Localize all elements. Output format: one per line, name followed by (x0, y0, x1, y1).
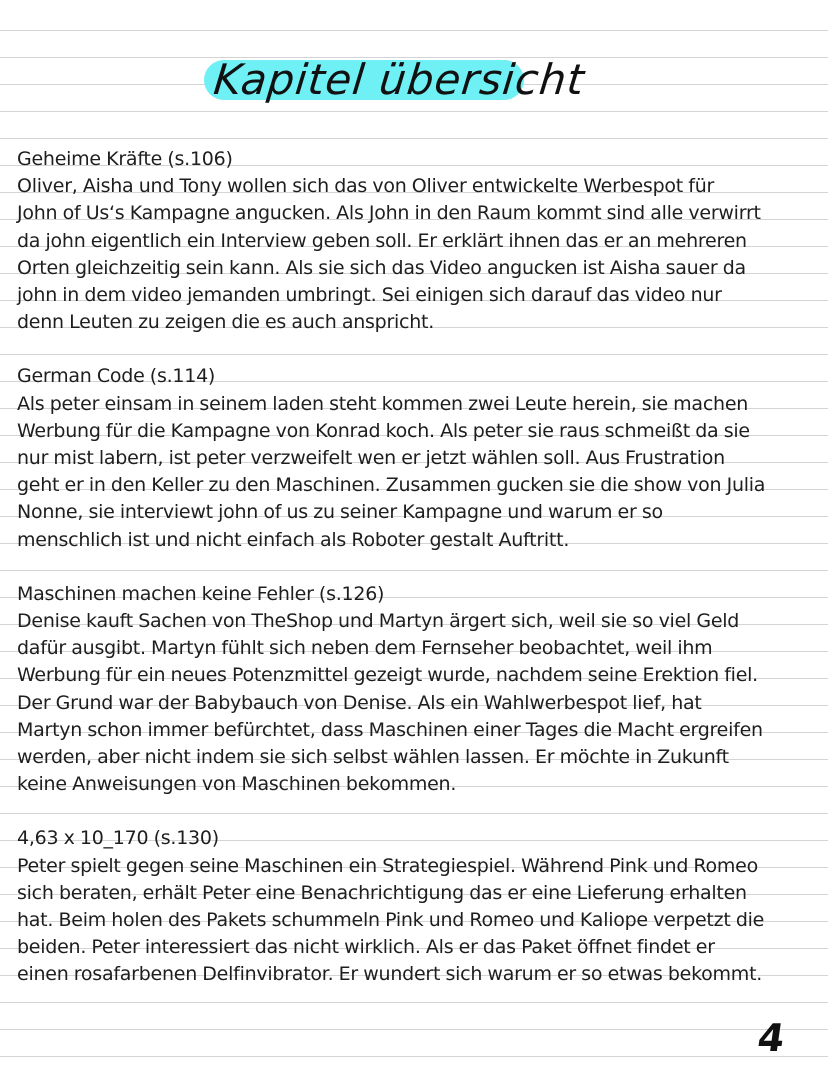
chapter-line: dafür ausgibt. Martyn fühlt sich neben dem Fernseher beobachtet, weil ihm (17, 637, 713, 660)
chapter-line: nur mist labern, ist peter verzweifelt wen er jetzt wählen soll. Aus Frustration (17, 447, 725, 470)
page-number: 4 (754, 1016, 788, 1060)
chapter-list (17, 146, 817, 1016)
chapter-line: john in dem video jemanden umbringt. Sei einigen sich darauf das video nur (17, 284, 722, 307)
chapter-line: John of Us‘s Kampagne angucken. Als John in den Raum kommt sind alle verwirrt (17, 202, 761, 225)
chapter-heading: Geheime Kräfte (s.106) (17, 148, 233, 170)
chapter-line: Orten gleichzeitig sein kann. Als sie sich das Video angucken ist Aisha sauer da (17, 256, 746, 279)
chapter-line: Oliver, Aisha und Tony wollen sich das von Oliver entwickelte Werbespot für (17, 175, 715, 198)
chapter-heading: Maschinen machen keine Fehler (s.126) (17, 582, 385, 605)
title-block (200, 48, 588, 120)
chapter-heading: German Code (s.114) (17, 365, 216, 388)
chapter-line: sich beraten, erhält Peter eine Benachrichtigung das er eine Lieferung erhalten (17, 881, 747, 904)
chapter-line: Peter spielt gegen seine Maschinen ein Strategiespiel. Während Pink und Romeo (17, 854, 758, 877)
chapter-line: Der Grund war der Babybauch von Denise. Als ein Wahlwerbespot lief, hat (17, 691, 702, 714)
chapter-line: hat. Beim holen des Pakets schummeln Pink und Romeo und Kaliope verpetzt die (17, 909, 765, 932)
chapter-line: einen rosafarbenen Delfinvibrator. Er wundert sich warum er so etwas bekommt. (17, 963, 763, 986)
chapter-2 (17, 363, 817, 553)
chapter-line: geht er in den Keller zu den Maschinen. Zusammen gucken sie die show von Julia (17, 474, 766, 497)
chapter-3 (17, 581, 817, 799)
chapter-line: keine Anweisungen von Maschinen bekommen. (17, 773, 457, 796)
chapter-line: Werbung für ein neues Potenzmittel gezeigt wurde, nachdem seine Erektion fiel. (17, 664, 758, 687)
chapter-1 (17, 146, 817, 336)
chapter-line: Werbung für die Kampagne von Konrad koch. Als peter sie raus schmeißt da sie (17, 419, 750, 442)
page-title: Kapitel übersicht (211, 55, 588, 104)
chapter-4 (17, 825, 817, 988)
chapter-line: Denise kauft Sachen von TheShop und Martyn ärgert sich, weil sie so viel Geld (17, 610, 740, 633)
chapter-line: Nonne, sie interviewt john of us zu seiner Kampagne und warum er so (17, 501, 663, 524)
chapter-line: da john eigentlich ein Interview geben soll. Er erklärt ihnen das er an mehreren (17, 229, 747, 252)
chapter-line: denn Leuten zu zeigen die es auch anspricht. (17, 311, 435, 334)
chapter-line: werden, aber nicht indem sie sich selbst wählen lassen. Er möchte in Zukunft (17, 746, 729, 769)
chapter-line: Als peter einsam in seinem laden steht kommen zwei Leute herein, sie machen (17, 392, 749, 415)
chapter-line: menschlich ist und nicht einfach als Roboter gestalt Auftritt. (17, 528, 570, 551)
chapter-line: beiden. Peter interessiert das nicht wirklich. Als er das Paket öffnet findet er (17, 936, 715, 959)
chapter-line: Martyn schon immer befürchtet, dass Maschinen einer Tages die Macht ergreifen (17, 718, 763, 741)
chapter-heading: 4,63 x 10_170 (s.130) (17, 827, 219, 850)
